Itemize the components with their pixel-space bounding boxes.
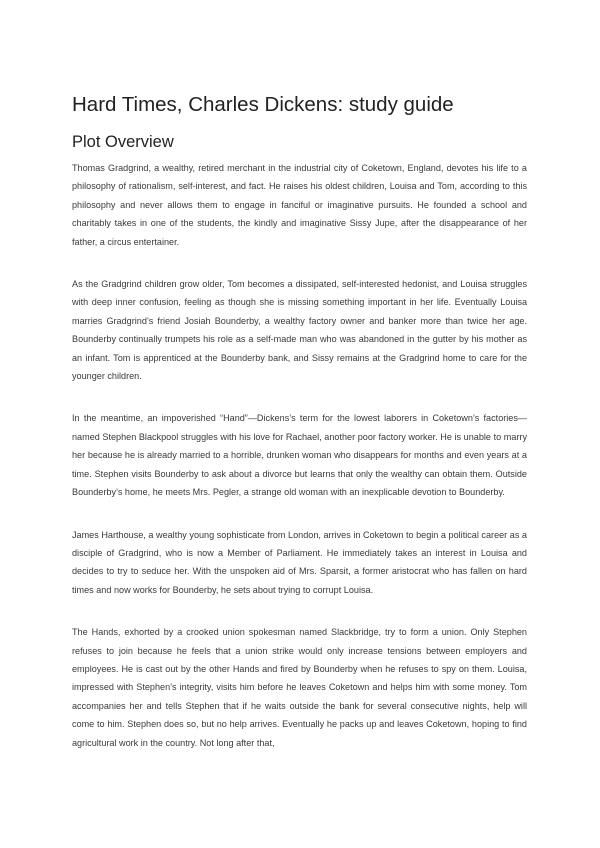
paragraph: James Harthouse, a wealthy young sophisticate from London, arrives in Coketown to begin a political career as a disciple of Gradgrind, who is now a Member of Parliament. He immediately takes an interest in Louisa and decides to try to seduce her. With the unspoken aid of Mrs. Sparsit, a former aristocrat who has fallen on hard times and now works for Bounderby, he sets about trying to corrupt Louisa. bbox=[72, 529, 527, 595]
section-body bbox=[72, 159, 527, 776]
paragraph: Thomas Gradgrind, a wealthy, retired merchant in the industrial city of Coketown, England, devotes his life to a philosophy of rationalism, self-interest, and fact. He raises his oldest children, Louisa and Tom, according to this philosophy and never allows them to engage in fanciful or imaginative pursuits. He founded a school and charitably takes in one of the students, the kindly and imaginative Sissy Jupe, after the disappearance of her father, a circus entertainer. bbox=[72, 163, 527, 247]
paragraph: As the Gradgrind children grow older, Tom becomes a dissipated, self-interested hedonist, and Louisa struggles with deep inner confusion, feeling as though she is missing something important in her life. Eventually Louisa marries Gradgrind’s friend Josiah Bounderby, a wealthy factory owner and banker more than twice her age. Bounderby continually trumpets his role as a self-made man who was abandoned in the gutter by his mother as an infant. Tom is apprenticed at the Bounderby bank, and Sissy remains at the Gradgrind home to care for the younger children. bbox=[72, 279, 527, 382]
paragraph: The Hands, exhorted by a crooked union spokesman named Slackbridge, try to form a union. Only Stephen refuses to join because he feels that a union strike would only increase tensions between employers and employees. He is cast out by the other Hands and fired by Bounderby when he refuses to spy on them. Louisa, impressed with Stephen’s integrity, visits him before he leaves Coketown and helps him with some money. Tom accompanies her and tells Stephen that if he waits outside the bank for several consecutive nights, help will come to him. Stephen does so, but no help arrives. Eventually he packs up and leaves Coketown, hoping to find agricultural work in the country. Not long after that, bbox=[72, 627, 527, 748]
paragraph: In the meantime, an impoverished “Hand”—Dickens’s term for the lowest laborers in Coketown’s factories—named Stephen Blackpool struggles with his love for Rachael, another poor factory worker. He is unable to marry her because he is already married to a horrible, drunken woman who disappears for months and even years at a time. Stephen visits Bounderby to ask about a divorce but learns that only the wealthy can obtain them. Outside Bounderby’s home, he meets Mrs. Pegler, a strange old woman with an inexplicable devotion to Bounderby. bbox=[72, 413, 527, 498]
document-title: Hard Times, Charles Dickens: study guide bbox=[72, 93, 454, 116]
section-heading-plot-overview: Plot Overview bbox=[72, 133, 174, 151]
